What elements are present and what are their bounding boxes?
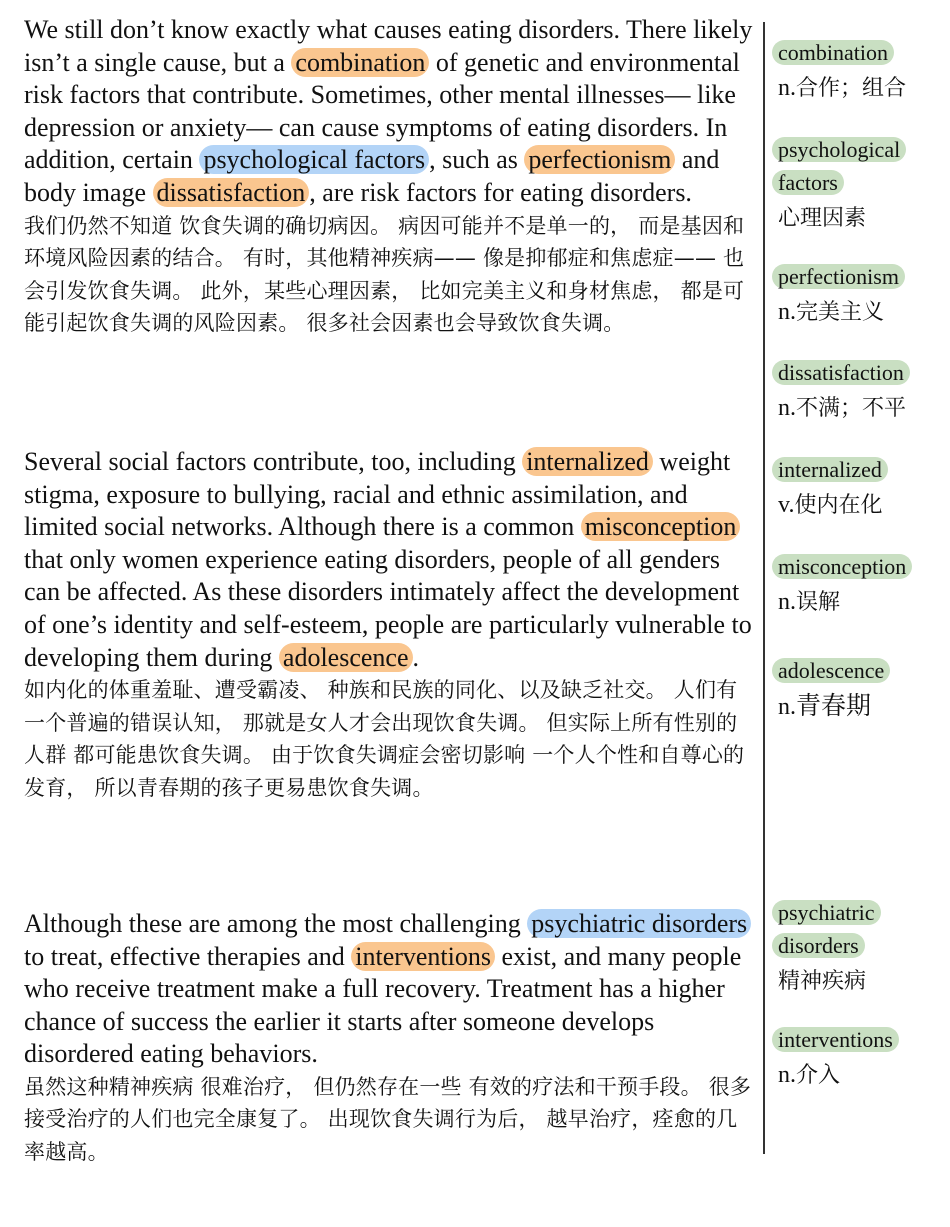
glossary-term: interventions [772,1027,899,1052]
part-of-speech: n. [778,1062,796,1088]
glossary-entry-psychiatric-disorders [772,898,947,999]
glossary-entry-misconception [772,552,947,620]
meaning: 心理因素 [778,206,867,231]
glossary-definition [772,488,947,523]
highlight-psychological-factors: psychological factors [199,145,429,174]
meaning: 误解 [796,590,841,615]
paragraph-3 [24,908,754,1168]
text-segment: Several social factors contribute, too, including [24,447,523,476]
text-segment: of genetic and environmental risk factors that contribute. Sometimes, other mental illnesses— like depression or anxiety— can cause symptoms of eating disorders. In addition, certain [24,47,740,175]
glossary-definition [772,585,947,620]
glossary-definition [772,1058,947,1093]
meaning: 合作；组合 [796,76,907,101]
chinese-translation: 如内化的体重羞耻、遭受霸凌、 种族和民族的同化、以及缺乏社交。 人们有一个普遍的错误认知， 那就是女人才会出现饮食失调。 但实际上所有性别的人群 都可能患饮食失调。 由于饮食失调症会密切影响 一个人个性和自尊心的发育， 所以青春期的孩子更易患饮食失调。 [24,678,745,800]
glossary-entry-internalized [772,455,947,523]
glossary-definition [772,964,947,999]
highlight-adolescence: adolescence [279,643,413,672]
glossary-term: perfectionism [772,264,905,289]
meaning: 青春期 [796,691,872,720]
column-divider [763,22,765,1154]
text-segment: that only women experience eating disorders, people of all genders can be affected. As these disorders intimately affect the development of one’s identity and self-esteem, people are particularly vulnerable to developing them during [24,544,752,672]
chinese-translation: 我们仍然不知道 饮食失调的确切病因。 病因可能并不是单一的， 而是基因和环境风险因素的结合。 有时，其他精神疾病—— 像是抑郁症和焦虑症—— 也会引发饮食失调。 此外，某些心理因素， 比如完美主义和身材焦虑， 都是可能引起饮食失调的风险因素。 很多社会因素也会导致饮食失调。 [24,213,745,336]
glossary-entry-adolescence [772,656,947,724]
glossary-term: psychological factors [772,137,906,195]
highlight-dissatisfaction: dissatisfaction [153,178,310,207]
glossary-term: dissatisfaction [772,360,910,385]
glossary-term: psychiatric disorders [772,900,881,958]
meaning: 不满；不平 [796,396,907,421]
glossary-term: combination [772,40,894,65]
glossary-entry-interventions [772,1025,947,1093]
text-segment: , such as [429,145,525,175]
meaning: 精神疾病 [778,969,867,994]
glossary-entry-perfectionism [772,262,947,330]
highlight-psychiatric-disorders: psychiatric disorders [527,909,751,938]
english-text [24,14,754,210]
part-of-speech: n. [778,589,796,615]
glossary-entry-dissatisfaction [772,358,947,426]
text-segment: , are risk factors for eating disorders. [309,177,692,207]
highlight-combination: combination [291,48,429,77]
glossary-definition [772,391,947,426]
part-of-speech: n. [778,299,796,325]
paragraph-1 [24,14,754,340]
glossary-definition [772,201,947,236]
part-of-speech: n. [778,694,796,720]
part-of-speech: n. [778,75,796,101]
highlight-misconception: misconception [581,512,741,541]
glossary-term: adolescence [772,658,890,683]
glossary-term: internalized [772,457,888,482]
meaning: 介入 [796,1063,841,1088]
part-of-speech: v. [778,492,795,518]
text-segment: to treat, effective therapies and [24,941,352,971]
meaning: 完美主义 [796,300,885,325]
text-segment: Although these are among the most challenging [24,909,528,938]
glossary-definition [772,689,947,724]
glossary-entry-psychological-factors [772,135,947,236]
paragraph-2 [24,446,754,804]
chinese-translation: 虽然这种精神疾病 很难治疗， 但仍然存在一些 有效的疗法和干预手段。 很多接受治疗的人们也完全康复了。 出现饮食失调行为后， 越早治疗，痊愈的几率越高。 [24,1074,752,1164]
glossary-entry-combination [772,38,947,106]
highlight-internalized: internalized [522,447,653,476]
glossary-definition [772,295,947,330]
text-segment: exist, and many people who receive treatment make a full recovery. Treatment has a higher chance of success the earlier it starts after someone develops disordered eating behaviors. [24,941,742,1069]
text-segment: We still don’t know exactly what causes eating disorders. There likely isn’t a single cause, but a [24,15,753,77]
english-text [24,908,754,1071]
glossary-term: misconception [772,554,912,579]
text-segment: and body image [24,145,720,207]
meaning: 使内在化 [794,493,883,518]
english-text [24,446,754,674]
part-of-speech: n. [778,395,796,421]
highlight-perfectionism: perfectionism [524,145,675,174]
glossary-definition [772,71,947,106]
text-segment: . [412,642,419,672]
highlight-interventions: interventions [351,942,495,971]
text-segment: weight stigma, exposure to bullying, racial and ethnic assimilation, and limited social networks. Although there is a common [24,447,731,542]
